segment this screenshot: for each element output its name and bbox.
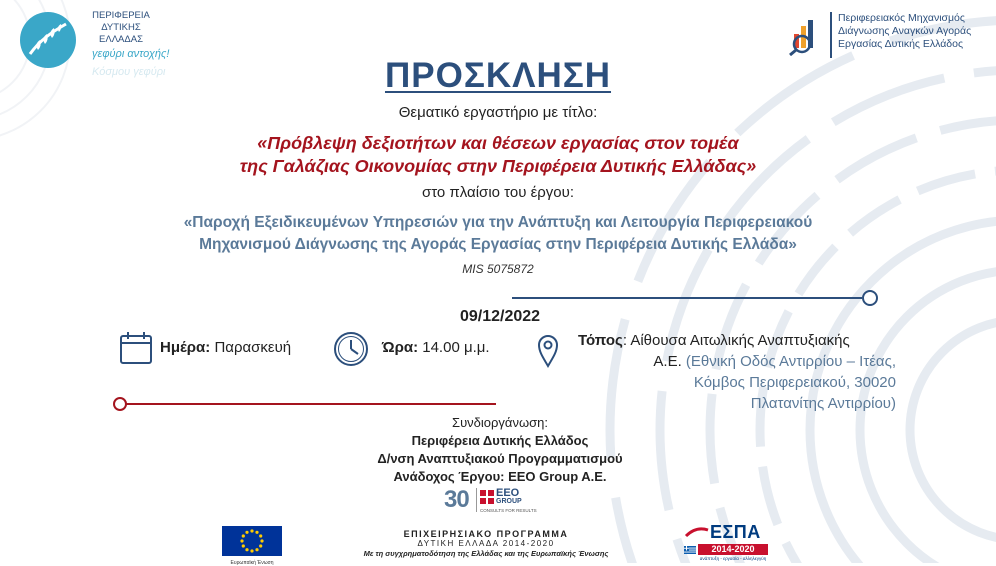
timeline-line-top [510, 289, 882, 307]
eu-label: Ευρωπαϊκή Ένωση [230, 560, 274, 566]
event-place [578, 330, 896, 414]
eeo-sub: GROUP [496, 498, 522, 505]
eeo-group-logo [444, 486, 554, 516]
organizer-region: Περιφέρεια Δυτικής Ελλάδος [411, 433, 589, 448]
organizers [0, 414, 996, 486]
workshop-title [0, 132, 996, 178]
logo-divider [830, 12, 832, 58]
programme-line1: ΕΠΙΧΕΙΡΗΣΙΑΚΟ ΠΡΟΓΡΑΜΜΑ [403, 529, 569, 539]
project-title-line1: «Παροχή Εξειδικευμένων Υπηρεσιών για την Ανάπτυξη και Λειτουργία Περιφερειακού [183, 214, 813, 231]
espa-text: ΕΣΠΑ [710, 522, 761, 542]
event-date: 09/12/2022 [459, 308, 541, 325]
eu-flag-icon [222, 526, 282, 556]
organizers-heading: Συνδιοργάνωση: [452, 415, 548, 430]
place-line3: Κόμβος Περιφερειακού, 30020 [693, 374, 896, 391]
time-value: 14.00 μ.μ. [418, 339, 490, 356]
organizer-contractor: Ανάδοχος Έργου: EEO Group A.E. [393, 469, 607, 484]
day-value: Παρασκευή [210, 339, 292, 356]
project-intro: στο πλαίσιο του έργου: [421, 184, 575, 201]
eeo-years: 30 [444, 486, 469, 513]
workshop-intro: Θεματικό εργαστήριο με τίτλο: [398, 104, 598, 121]
calendar-icon [118, 330, 154, 366]
eu-logo [222, 526, 282, 566]
region-slogan: γεφύρι αντοχής! [92, 48, 170, 60]
mis-code: MIS 5075872 [462, 262, 534, 276]
place-value: : Αίθουσα Αιτωλικής Αναπτυξιακής [622, 332, 850, 349]
region-name-line3: ΕΛΛΑΔΑΣ [99, 34, 143, 45]
espa-swoosh-icon [684, 524, 710, 540]
place-label: Τόπος [578, 332, 623, 349]
region-name-line2: ΔΥΤΙΚΗΣ [101, 22, 141, 33]
region-name-line1: ΠΕΡΙΦΕΡΕΙΑ [92, 10, 150, 21]
clock-icon [332, 330, 370, 368]
espa-years: 2014-2020 [698, 544, 768, 555]
location-pin-icon [536, 332, 560, 368]
eeo-grid-icon [480, 490, 494, 504]
project-title [0, 212, 996, 256]
eeo-divider [476, 488, 477, 512]
mechanism-name-line2: Διάγνωσης Αναγκών Αγοράς [838, 25, 972, 37]
place-line4: Πλατανίτης Αντιρρίου) [750, 395, 896, 412]
operational-programme [296, 529, 676, 559]
bar-chart-magnifier-icon [788, 14, 828, 56]
region-slogan-ghost: Κόσμου γεφύρι [92, 66, 166, 78]
eeo-tagline: CONSULTS FOR RESULTS [480, 508, 537, 513]
organizer-directorate: Δ/νση Αναπτυξιακού Προγραμματισμού [377, 451, 623, 466]
page-title: ΠΡΟΣΚΛΗΣΗ [384, 56, 612, 95]
project-title-line2: Μηχανισμού Διάγνωσης της Αγοράς Εργασίας στην Περιφέρεια Δυτικής Ελλάδα» [199, 236, 797, 253]
espa-tagline: ανάπτυξη - εργασία - αλληλεγγύη [699, 556, 767, 561]
event-day [160, 339, 291, 356]
workshop-title-line1: «Πρόβλεψη δεξιοτήτων και θέσεων εργασίας στον τομέα [257, 133, 739, 153]
day-label: Ημέρα: [160, 339, 211, 356]
time-label: Ώρα: [382, 339, 419, 356]
place-line2-a: Α.Ε. [653, 353, 686, 370]
workshop-title-line2: της Γαλάζιας Οικονομίας στην Περιφέρεια Δυτικής Ελλάδας» [239, 156, 757, 176]
programme-line2: ΔΥΤΙΚΗ ΕΛΛΑΔΑ 2014-2020 [417, 539, 555, 548]
greek-flag-icon [684, 546, 696, 554]
espa-logo [684, 522, 774, 562]
mechanism-name-line1: Περιφερειακός Μηχανισμός [838, 12, 965, 24]
place-line2-b: (Εθνική Οδός Αντιρρίου – Ιτέας, [685, 353, 896, 370]
cofund-text: Με τη συγχρηματοδότηση της Ελλάδας και της Ευρωπαϊκής Ένωσης [363, 549, 609, 558]
eeo-name: EEO [496, 487, 520, 499]
event-time [382, 339, 490, 356]
mechanism-name-line3: Εργασίας Δυτικής Ελλάδος [838, 38, 964, 50]
timeline-line-bottom [110, 395, 500, 413]
